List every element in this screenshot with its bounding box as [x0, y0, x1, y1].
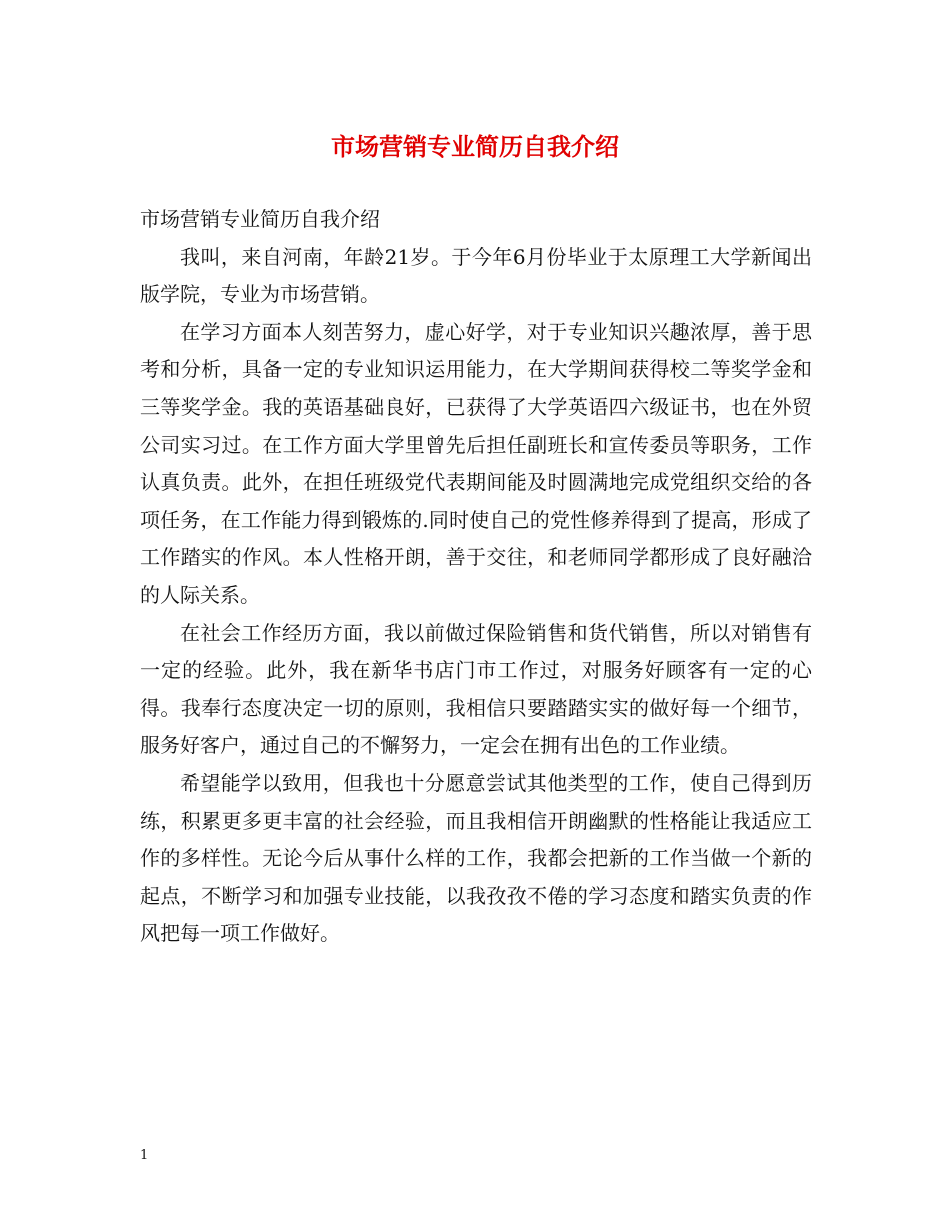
- paragraph-intro: 我叫，来自河南，年龄21岁。于今年6月份毕业于太原理工大学新闻出版学院，专业为市场营销。: [140, 244, 812, 307]
- paragraph-study: 在学习方面本人刻苦努力，虚心好学，对于专业知识兴趣浓厚，善于思考和分析，具备一定的专业知识运用能力，在大学期间获得校二等奖学金和三等奖学金。我的英语基础良好，已获得了大学英语四六级证书，也在外贸公司实习过。在工作方面大学里曾先后担任副班长和宣传委员等职务，工作认真负责。此外，在担任班级党代表期间能及时圆满地完成党组织交给的各项任务，在工作能力得到锻炼的.同时使自己的党性修养得到了提高，形成了工作踏实的作风。本人性格开朗，善于交往，和老师同学都形成了良好融洽的人际关系。: [140, 319, 812, 607]
- document-subtitle: 市场营销专业简历自我介绍: [140, 207, 380, 231]
- paragraph-work-experience: 在社会工作经历方面，我以前做过保险销售和货代销售，所以对销售有一定的经验。此外，我在新华书店门市工作过，对服务好顾客有一定的心得。我奉行态度决定一切的原则，我相信只要踏踏实实的做好每一个细节，服务好客户，通过自己的不懈努力，一定会在拥有出色的工作业绩。: [140, 620, 812, 758]
- page-number: 1: [140, 1148, 149, 1163]
- document-title: 市场营销专业简历自我介绍: [331, 132, 619, 161]
- paragraph-aspiration: 希望能学以致用，但我也十分愿意尝试其他类型的工作，使自己得到历练，积累更多更丰富的社会经验，而且我相信开朗幽默的性格能让我适应工作的多样性。无论今后从事什么样的工作，我都会把新的工作当做一个新的起点，不断学习和加强专业技能，以我孜孜不倦的学习态度和踏实负责的作风把每一项工作做好。: [140, 770, 812, 946]
- document-body: [140, 201, 812, 953]
